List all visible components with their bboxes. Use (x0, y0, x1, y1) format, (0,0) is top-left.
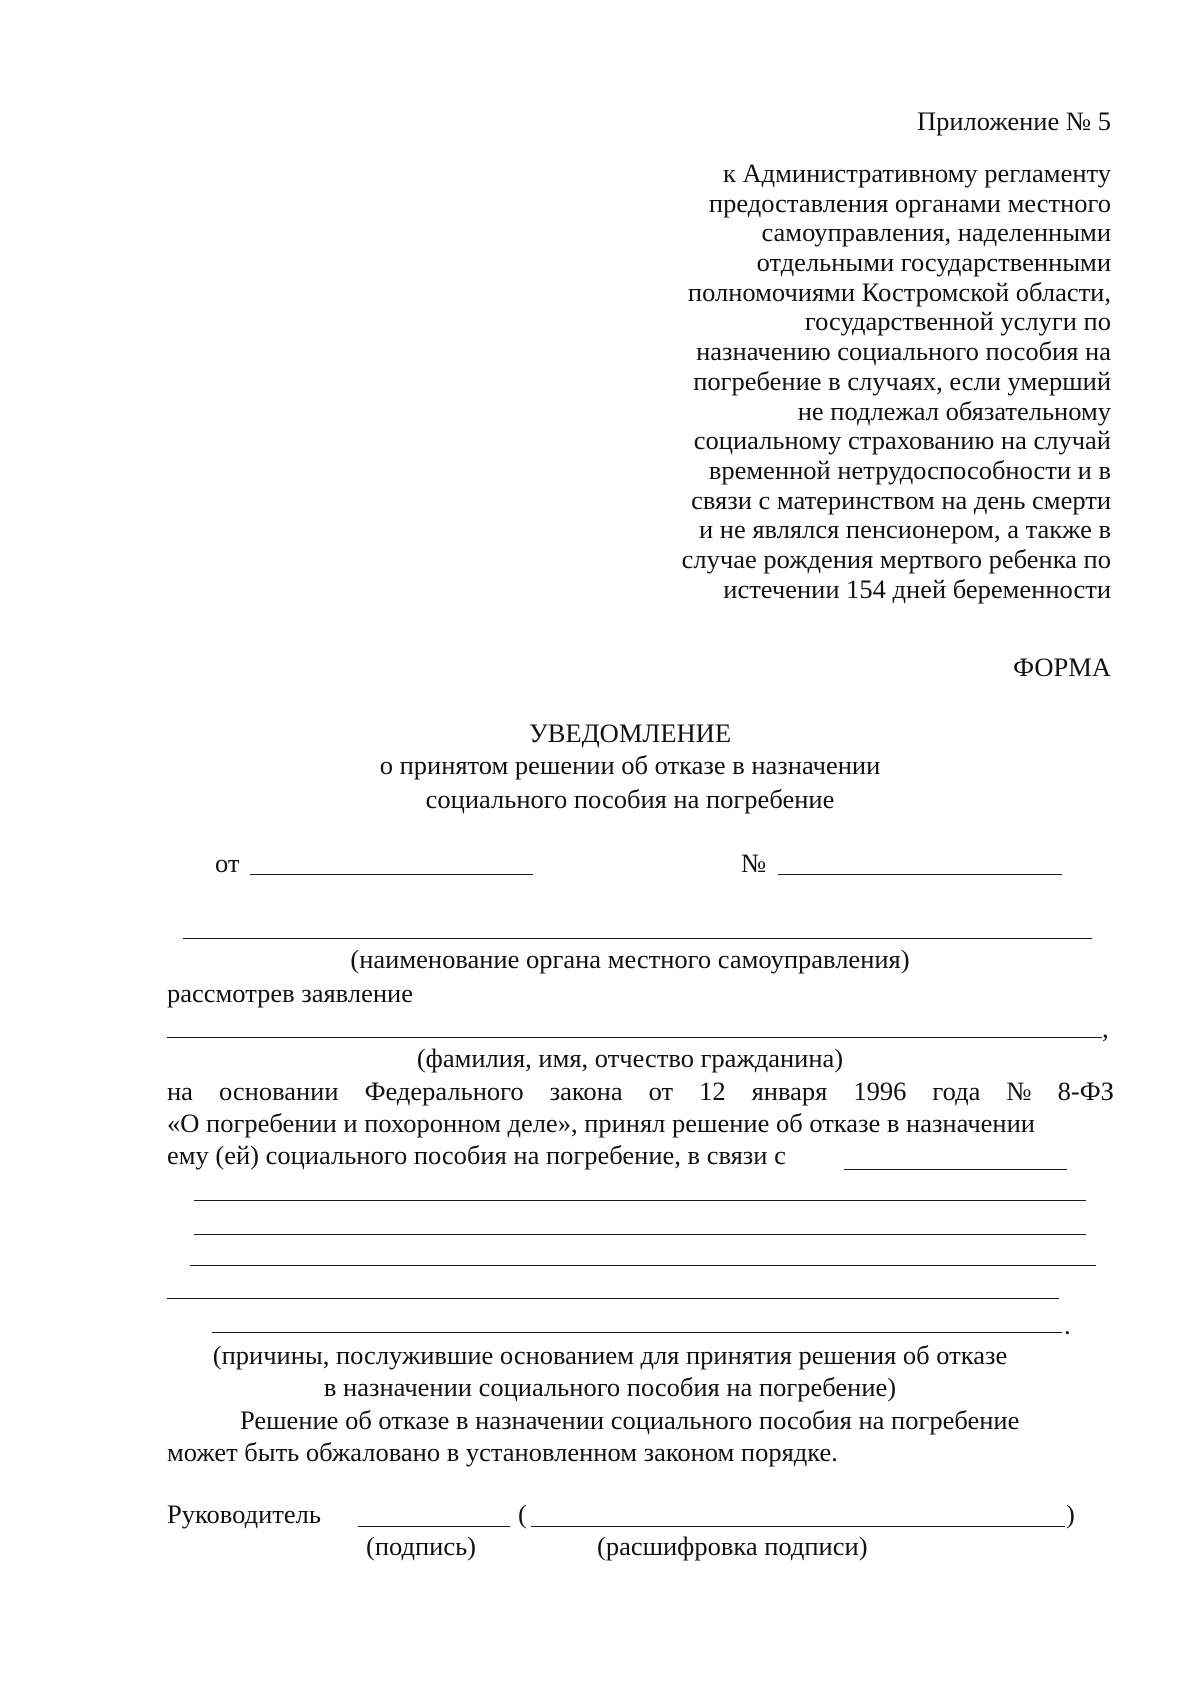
signature-decode-field[interactable] (531, 1526, 1065, 1527)
basis-word: закона (549, 1076, 623, 1106)
appendix-line: предоставления органами местного (708, 187, 1111, 218)
form-label: ФОРМА (1013, 652, 1111, 682)
organization-caption: (наименование органа местного самоуправления) (350, 944, 910, 974)
signature-role: Руководитель (167, 1499, 321, 1529)
signature-close-paren: ) (1066, 1499, 1075, 1529)
appendix-title: Приложение № 5 (916, 106, 1111, 136)
appendix-line: отдельными государственными (756, 247, 1111, 278)
basis-word: 12 (699, 1076, 726, 1106)
document-title: УВЕДОМЛЕНИЕ (528, 718, 732, 748)
appendix-line: истечении 154 дней беременности (723, 573, 1111, 604)
basis-word: 8-ФЗ (1057, 1076, 1114, 1106)
appendix-reference (551, 160, 1111, 605)
document-subtitle-line-2: социального пособия на погребение (425, 784, 835, 814)
reason-field-line-2[interactable] (194, 1234, 1086, 1235)
organization-field[interactable] (183, 938, 1092, 939)
appendix-line: временной нетрудоспособности и в (708, 454, 1111, 485)
basis-word: года (932, 1076, 981, 1106)
reason-field-line-1[interactable] (194, 1200, 1086, 1201)
basis-text-line-3: ему (ей) социального пособия на погребение, в связи с (167, 1140, 786, 1170)
appendix-line: назначению социального пособия на (696, 336, 1111, 367)
reasons-caption-line-1: (причины, послужившие основанием для принятия решения об отказе (212, 1340, 1008, 1370)
basis-word: от (648, 1076, 674, 1106)
basis-word: основании (218, 1076, 339, 1106)
reason-field-line-4[interactable] (167, 1298, 1059, 1299)
basis-text-line-1 (167, 1078, 1114, 1105)
appendix-line: не подлежал обязательному (797, 395, 1111, 426)
basis-word: января (751, 1076, 828, 1106)
reason-field-line-5[interactable] (212, 1332, 1062, 1333)
reason-field-line-3[interactable] (190, 1265, 1096, 1266)
appendix-line: и не являлся пенсионером, а также в (698, 514, 1111, 545)
applicant-caption: (фамилия, имя, отчество гражданина) (416, 1043, 844, 1073)
signature-open-paren: ( (518, 1499, 527, 1529)
applicant-field[interactable] (167, 1037, 1102, 1038)
number-label: № (741, 848, 767, 878)
date-field[interactable] (250, 874, 533, 875)
appeal-text-line-2: может быть обжаловано в установленном законом порядке. (167, 1437, 838, 1467)
signature-field[interactable] (358, 1526, 510, 1527)
reason-field-inline[interactable] (844, 1169, 1067, 1170)
appendix-line: социальному страхованию на случай (693, 425, 1111, 456)
considered-label: рассмотрев заявление (167, 978, 413, 1008)
appeal-text-line-1: Решение об отказе в назначении социального пособия на погребение (240, 1405, 1020, 1435)
basis-word: 1996 (853, 1076, 907, 1106)
reasons-period: . (1064, 1310, 1071, 1340)
appendix-line: погребение в случаях, если умерший (693, 365, 1111, 396)
date-label: от (215, 848, 240, 878)
signature-decode-caption: (расшифровка подписи) (597, 1531, 868, 1561)
number-field[interactable] (778, 874, 1062, 875)
appendix-line: случае рождения мертвого ребенка по (681, 543, 1111, 574)
basis-word: Федерального (364, 1076, 524, 1106)
reasons-caption-line-2: в назначении социального пособия на погребение) (323, 1372, 897, 1402)
appendix-line: полномочиями Костромской области, (687, 276, 1111, 307)
applicant-comma: , (1102, 1013, 1109, 1043)
basis-text-line-2: «О погребении и похоронном деле», принял решение об отказе в назначении (167, 1108, 1035, 1138)
appendix-line: к Административному регламенту (723, 158, 1111, 188)
appendix-line: самоуправления, наделенными (761, 217, 1111, 248)
document-subtitle-line-1: о принятом решении об отказе в назначении (379, 750, 881, 780)
basis-word: на (167, 1076, 193, 1106)
signature-caption: (подпись) (366, 1531, 477, 1561)
appendix-line: связи с материнством на день смерти (691, 484, 1111, 515)
appendix-line: государственной услуги по (804, 306, 1111, 337)
basis-word: № (1006, 1076, 1032, 1106)
